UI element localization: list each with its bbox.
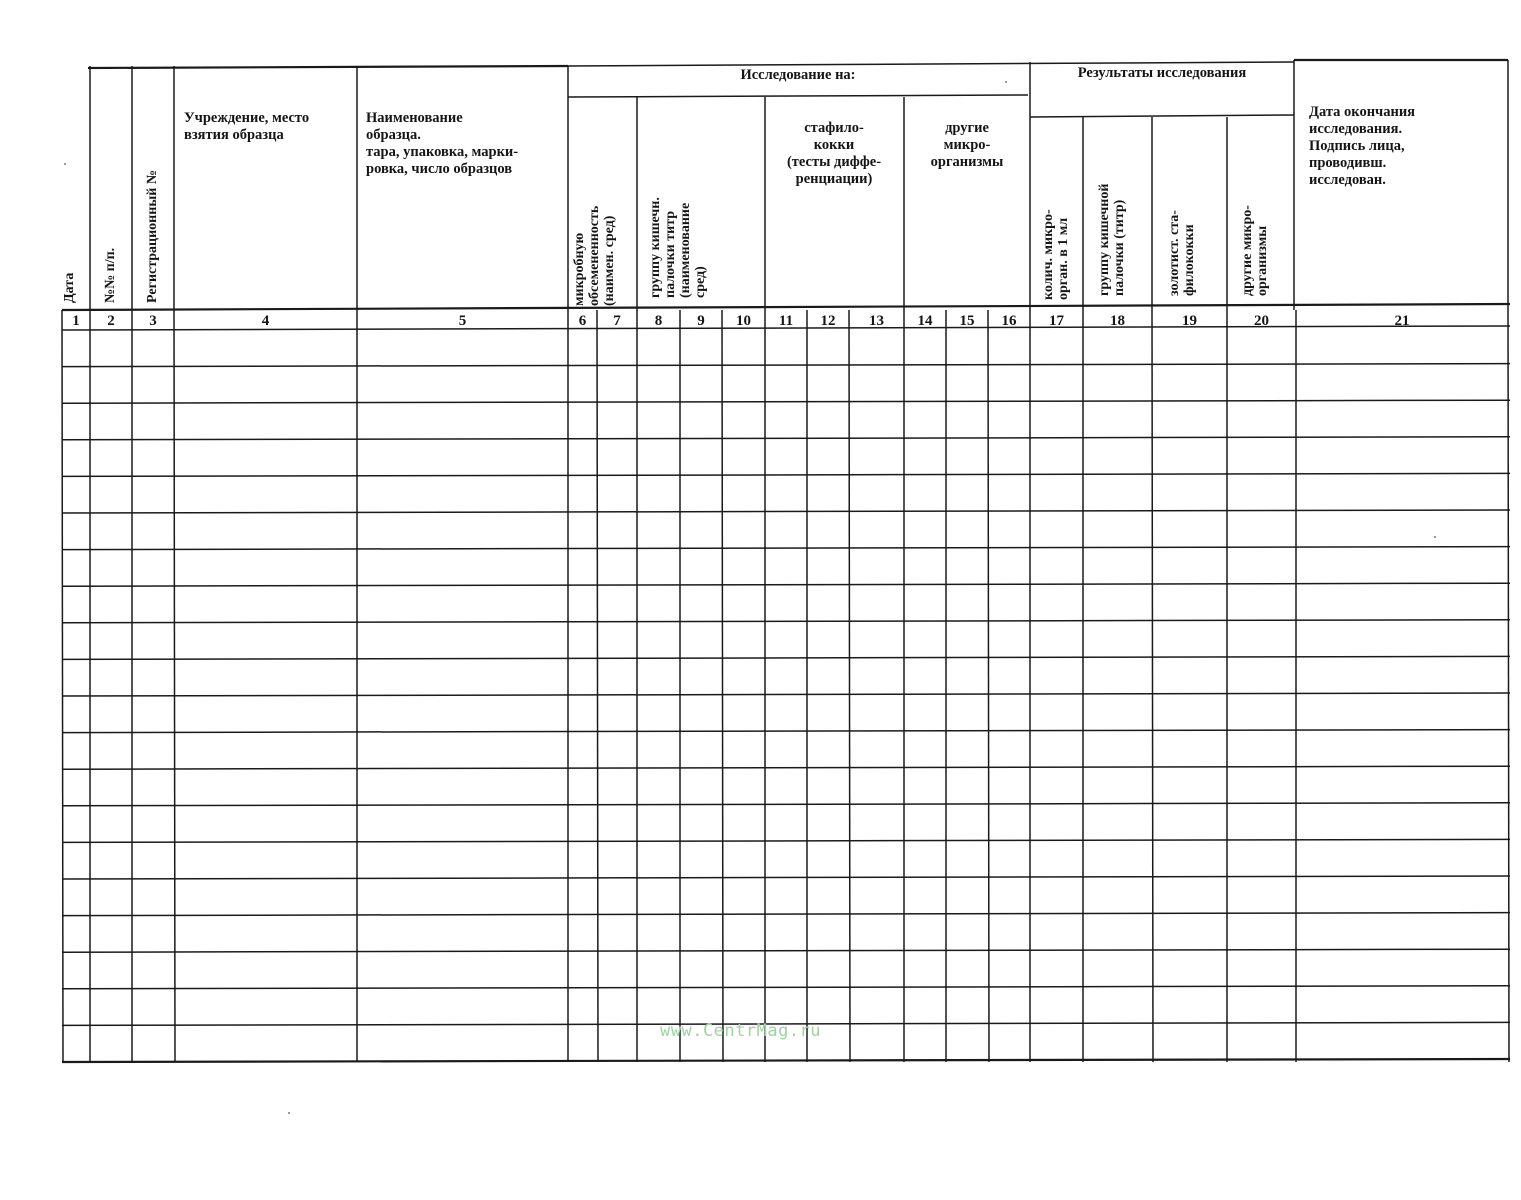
- header-coli-line: группу кишечн.: [648, 197, 663, 298]
- header-end-date-line: проводивш.: [1309, 155, 1387, 171]
- header-res-coli: [1097, 184, 1127, 296]
- column-number: 15: [959, 313, 975, 329]
- table-row-line: [62, 1059, 1510, 1062]
- table-row-line: [62, 620, 1510, 623]
- scan-speck: [64, 163, 66, 165]
- header-sample-line: Наименование: [366, 110, 463, 126]
- column-number: 13: [869, 313, 884, 329]
- table-row-line: [62, 730, 1510, 733]
- header-number: №№ п/п.: [103, 247, 118, 303]
- column-number: 19: [1182, 313, 1197, 329]
- column-number: 4: [261, 313, 270, 329]
- header-institution-line: Учреждение, место: [184, 110, 310, 126]
- header-institution: [184, 110, 354, 144]
- body-col-divider: [988, 310, 989, 1062]
- header-res-count: [1041, 209, 1071, 300]
- header-coli-line: (наименование: [678, 202, 693, 298]
- table-row-line: [62, 547, 1510, 550]
- body-col-divider: [849, 310, 850, 1062]
- header-res-count-line: орган. в 1 мл: [1056, 217, 1071, 300]
- header-sample-line: образца.: [366, 127, 421, 143]
- header-res-other: [1240, 205, 1270, 296]
- column-number: 18: [1110, 313, 1125, 329]
- header-other-line: микро-: [943, 137, 991, 153]
- header-sample-name: [366, 110, 566, 178]
- number-row-top: [62, 304, 1510, 310]
- header-sample-line: ровка, число образцов: [366, 161, 513, 177]
- table-row-line: [62, 986, 1510, 989]
- header-res-staph: [1167, 210, 1197, 296]
- column-number: 12: [820, 313, 836, 329]
- table-row-line: [62, 803, 1510, 806]
- group-header-results: Результаты исследования: [1077, 65, 1247, 81]
- header-end-date-line: Дата окончания: [1309, 104, 1416, 120]
- body-col-divider: [174, 310, 175, 1062]
- header-res-coli-line: группу кишечной: [1097, 183, 1112, 296]
- column-number: 5: [458, 313, 467, 329]
- table-row-line: [62, 766, 1510, 769]
- header-staph-line: (тесты диффе-: [786, 154, 882, 170]
- table-row-line: [62, 839, 1510, 842]
- column-number: 6: [578, 313, 587, 329]
- header-microbial-line: микробную: [572, 232, 587, 306]
- column-number: 21: [1394, 313, 1410, 329]
- header-coli-line: сред): [693, 266, 708, 298]
- column-number: 17: [1049, 313, 1064, 329]
- header-end-date: [1309, 104, 1504, 189]
- table-row-line: [62, 364, 1510, 367]
- column-number: 20: [1254, 313, 1269, 329]
- body-col-divider: [722, 310, 723, 1062]
- table-row-line: [62, 656, 1510, 659]
- table-row-line: [62, 913, 1510, 916]
- table-row-line: [62, 949, 1510, 952]
- column-number: 11: [778, 313, 794, 329]
- header-res-other-line: организмы: [1255, 225, 1270, 296]
- header-res-staph-line: филококки: [1182, 224, 1197, 296]
- header-end-date-line: Подпись лица,: [1309, 138, 1405, 154]
- header-staph: [766, 120, 902, 188]
- column-number: 7: [613, 313, 621, 329]
- column-number: 16: [1001, 313, 1017, 329]
- column-number: 9: [697, 313, 705, 329]
- header-other-line: другие: [945, 120, 989, 136]
- header-date: Дата: [62, 272, 77, 303]
- header-end-date-line: исследован.: [1309, 172, 1386, 188]
- header-institution-line: взятия образца: [184, 127, 284, 143]
- column-number: 10: [736, 313, 751, 329]
- table-row-line: [62, 693, 1510, 696]
- header-end-date-line: исследования.: [1309, 121, 1403, 137]
- scan-speck: [1005, 81, 1007, 83]
- header-other-line: организмы: [930, 154, 1004, 170]
- header-sample-line: тара, упаковка, марки-: [366, 144, 519, 160]
- body-col-divider: [597, 310, 598, 1062]
- scan-speck: [1434, 536, 1436, 538]
- header-res-other-line: другие микро-: [1240, 205, 1255, 296]
- header-microbial-line: обсемененность: [587, 205, 602, 306]
- watermark-text: www.CentrMag.ru: [660, 1021, 822, 1041]
- column-number: 14: [917, 313, 933, 329]
- header-coli-line: палочки титр: [663, 211, 678, 298]
- table-row-line: [62, 876, 1510, 879]
- header-res-coli-line: палочки (титр): [1112, 199, 1127, 296]
- study-group-divider: [568, 95, 1028, 97]
- table-row-line: [62, 510, 1510, 513]
- table-row-line: [62, 473, 1510, 476]
- header-registration: Регистрационный №: [145, 170, 160, 303]
- header-microbial-line: (наимен. сред): [602, 215, 617, 306]
- table-top-border: [88, 66, 568, 68]
- header-other-micro: [906, 120, 1028, 171]
- column-number: 3: [149, 313, 157, 329]
- table-row-line: [62, 400, 1510, 403]
- header-microbial: [572, 206, 617, 306]
- header-res-staph-line: золотист. ста-: [1167, 210, 1182, 296]
- table-row-line: [62, 583, 1510, 586]
- header-staph-line: кокки: [813, 137, 855, 153]
- header-staph-line: стафило-: [804, 120, 864, 136]
- header-staph-line: ренциации): [795, 171, 873, 187]
- header-res-count-line: колич. микро-: [1041, 209, 1056, 300]
- header-coli-group: [648, 197, 708, 298]
- column-number: 1: [72, 313, 80, 329]
- results-group-divider: [1030, 115, 1294, 117]
- scan-speck: [288, 1112, 290, 1114]
- body-col-divider: [62, 310, 63, 1062]
- column-number: 2: [107, 313, 115, 329]
- group-header-study: Исследование на:: [740, 67, 856, 83]
- table-row-line: [62, 437, 1510, 440]
- column-number: 8: [654, 313, 663, 329]
